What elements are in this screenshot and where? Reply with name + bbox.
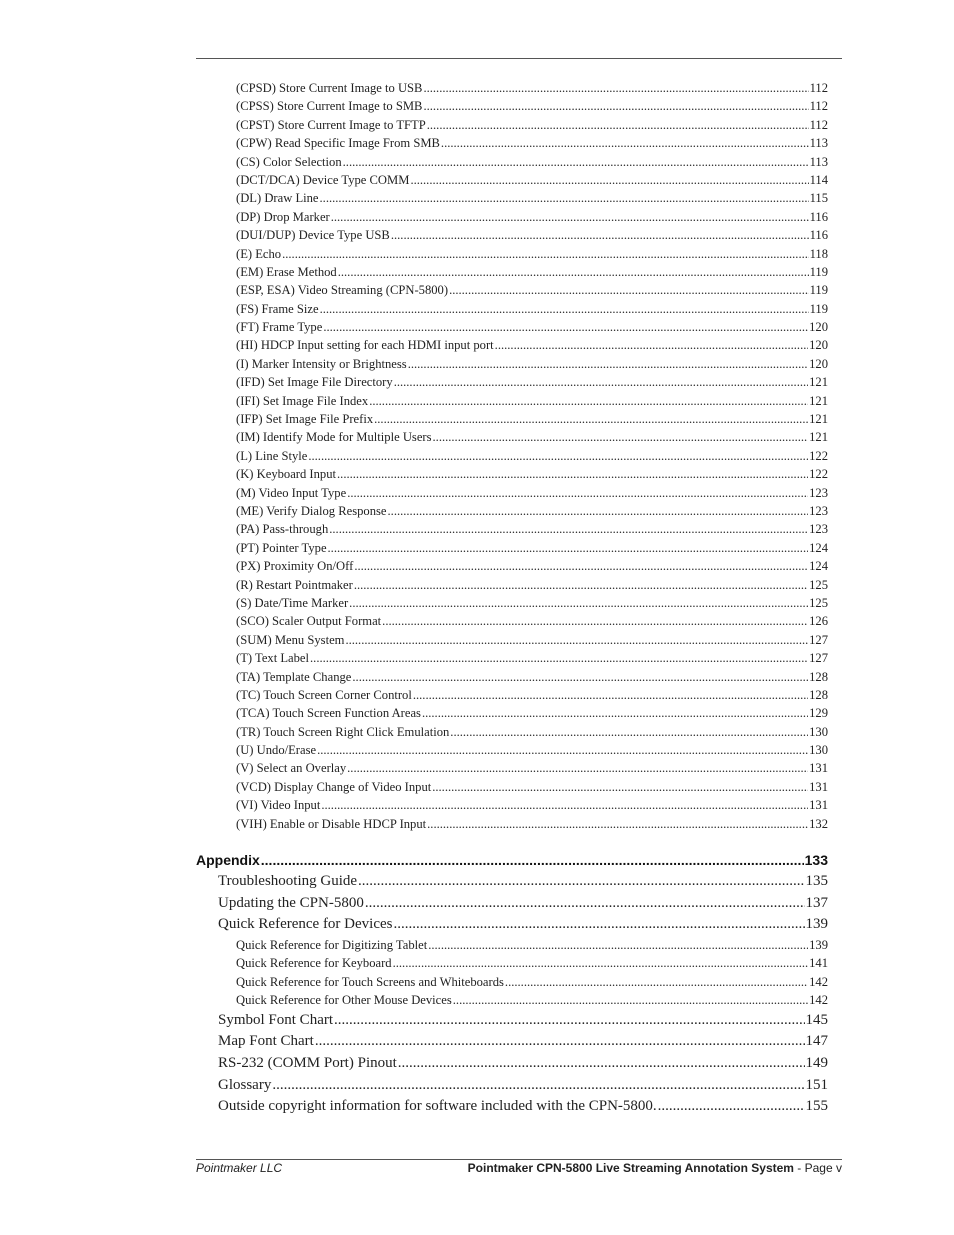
toc-entry-title: (CPSD) Store Current Image to USB — [236, 81, 423, 95]
toc-entry-title: (PA) Pass-through — [236, 522, 329, 537]
toc-page-number: 155 — [805, 1098, 828, 1115]
toc-entry-title: (FT) Frame Type — [236, 320, 323, 335]
toc-entry[interactable] — [196, 97, 828, 115]
toc-dot-leader — [408, 355, 808, 373]
toc-page-number: 125 — [809, 577, 828, 592]
toc-entry-title: Quick Reference for Touch Screens and Whiteboards — [236, 974, 504, 989]
toc-page-number: 129 — [809, 706, 828, 721]
toc-dot-leader — [320, 300, 809, 318]
footer-product: Pointmaker CPN-5800 Live Streaming Annotation System — [467, 1161, 794, 1175]
toc-entry[interactable] — [196, 410, 828, 428]
toc-entry-title: Appendix — [196, 852, 260, 869]
toc-dot-leader — [441, 134, 809, 152]
toc-page-number: 112 — [809, 117, 828, 132]
toc-page-number: 124 — [809, 559, 828, 574]
toc-entry[interactable] — [196, 914, 828, 936]
toc-page-number: 125 — [809, 595, 828, 610]
toc-page-number: 141 — [809, 956, 828, 971]
toc-page-number: 131 — [809, 761, 828, 776]
toc-entry[interactable] — [196, 171, 828, 189]
toc-entry-title: Troubleshooting Guide — [218, 873, 358, 890]
toc-page-number: 113 — [809, 136, 828, 151]
toc-entry[interactable] — [196, 245, 828, 263]
toc-entry-title: (CS) Color Selection — [236, 154, 342, 169]
toc-dot-leader — [328, 539, 809, 557]
toc-page-number: 121 — [809, 393, 828, 408]
toc-page-number: 130 — [809, 724, 828, 739]
toc-dot-leader — [423, 97, 808, 115]
toc-entry[interactable] — [196, 226, 828, 244]
toc-entry-title: (PX) Proximity On/Off — [236, 559, 354, 574]
toc-entry-title: (M) Video Input Type — [236, 485, 347, 500]
toc-page-number: 116 — [809, 209, 828, 224]
toc-page-number: 137 — [805, 894, 828, 911]
toc-page-number: 121 — [809, 430, 828, 445]
toc-page-number: 145 — [805, 1011, 828, 1028]
toc-dot-leader — [354, 557, 808, 575]
toc-entry-title: (TA) Template Change — [236, 669, 352, 684]
toc-page-number: 121 — [809, 412, 828, 427]
toc-entry[interactable] — [196, 465, 828, 483]
toc-entry-title: (DP) Drop Marker — [236, 209, 330, 224]
toc-entry[interactable] — [196, 1010, 828, 1032]
toc-entry-title: (SUM) Menu System — [236, 632, 345, 647]
toc-entry-title: (I) Marker Intensity or Brightness — [236, 356, 407, 371]
toc-page-number: 122 — [809, 448, 828, 463]
toc-page-number: 116 — [809, 228, 828, 243]
toc-dot-leader — [394, 914, 805, 936]
toc-section-heading[interactable] — [196, 849, 828, 871]
toc-entry-title: (FS) Frame Size — [236, 301, 319, 316]
toc-entry-title: (V) Select an Overlay — [236, 761, 347, 776]
toc-entry[interactable] — [196, 355, 828, 373]
toc-entry[interactable] — [196, 1031, 828, 1053]
toc-entry-title: (DCT/DCA) Device Type COMM — [236, 172, 410, 187]
toc-entry-title: (T) Text Label — [236, 651, 310, 666]
toc-page-number: 121 — [809, 375, 828, 390]
toc-page-number: 120 — [809, 356, 828, 371]
toc-entry[interactable] — [196, 741, 828, 759]
toc-entry[interactable] — [196, 704, 828, 722]
toc-entry-title: (DL) Draw Line — [236, 191, 319, 206]
toc-entry[interactable] — [196, 612, 828, 630]
toc-page-number: 133 — [804, 852, 828, 869]
toc-entry[interactable] — [196, 871, 828, 893]
toc-dot-leader — [329, 520, 808, 538]
toc-page-number: 127 — [809, 632, 828, 647]
toc-dot-leader — [413, 686, 808, 704]
toc-page-number: 132 — [809, 816, 828, 831]
toc-entry-title: (VCD) Display Change of Video Input — [236, 779, 432, 794]
toc-dot-leader — [310, 649, 808, 667]
toc-entry-title: Glossary — [218, 1076, 272, 1093]
toc-dot-leader — [433, 428, 809, 446]
toc-page-number: 126 — [809, 614, 828, 629]
toc-page-number: 135 — [805, 873, 828, 890]
toc-dot-leader — [393, 954, 809, 972]
toc-dot-leader — [423, 79, 808, 97]
toc-dot-leader — [320, 189, 809, 207]
toc-entry-title: (VI) Video Input — [236, 798, 321, 813]
toc-dot-leader — [343, 153, 809, 171]
toc-entry-title: Quick Reference for Digitizing Tablet — [236, 938, 428, 953]
toc-entry[interactable] — [196, 134, 828, 152]
toc-entry-title: Quick Reference for Devices — [218, 916, 393, 933]
footer-title — [468, 1160, 842, 1176]
toc-entry[interactable] — [196, 576, 828, 594]
toc-dot-leader — [427, 815, 808, 833]
toc-page-number: 131 — [809, 779, 828, 794]
toc-page-number: 142 — [809, 974, 828, 989]
toc-entry-title: Symbol Font Chart — [218, 1011, 334, 1028]
toc-entry[interactable] — [196, 723, 828, 741]
toc-entry[interactable] — [196, 79, 828, 97]
toc-entry[interactable] — [196, 778, 828, 796]
toc-page-number: 119 — [809, 283, 828, 298]
toc-dot-leader — [427, 116, 809, 134]
toc-dot-leader — [337, 465, 808, 483]
toc-page-number: 115 — [809, 191, 828, 206]
toc-page-number: 151 — [805, 1076, 828, 1093]
toc-dot-leader — [391, 226, 809, 244]
toc-entry[interactable] — [196, 373, 828, 391]
toc-page-number: 124 — [809, 540, 828, 555]
toc-dot-leader — [349, 594, 808, 612]
toc-entry[interactable] — [196, 539, 828, 557]
toc-dot-leader — [453, 991, 808, 1009]
toc-dot-leader — [331, 208, 809, 226]
toc-entry[interactable] — [196, 1075, 828, 1097]
toc-entry-title: (CPW) Read Specific Image From SMB — [236, 136, 440, 151]
toc-entry[interactable] — [196, 668, 828, 686]
footer-company: Pointmaker LLC — [196, 1161, 283, 1175]
toc-page-number: 128 — [809, 687, 828, 702]
toc-dot-leader — [345, 631, 808, 649]
toc-entry[interactable] — [196, 447, 828, 465]
toc-entry-title: RS-232 (COMM Port) Pinout — [218, 1055, 397, 1072]
toc-entry-title: (HI) HDCP Input setting for each HDMI input port — [236, 338, 494, 353]
toc-page-number: 149 — [805, 1055, 828, 1072]
toc-entry-title: (IFP) Set Image File Prefix — [236, 412, 374, 427]
toc-entry-title: (IFI) Set Image File Index — [236, 393, 369, 408]
toc-dot-leader — [308, 447, 808, 465]
toc-page-number: 114 — [809, 172, 828, 187]
toc-page-number: 123 — [809, 522, 828, 537]
toc-entry[interactable] — [196, 263, 828, 281]
toc-dot-leader — [449, 281, 809, 299]
toc-page-number: 127 — [809, 651, 828, 666]
toc-dot-leader — [505, 973, 808, 991]
toc-entry-title: Quick Reference for Other Mouse Devices — [236, 993, 452, 1008]
toc-dot-leader — [317, 741, 808, 759]
toc-entry-title: (K) Keyboard Input — [236, 467, 337, 482]
toc-entry-title: (CPST) Store Current Image to TFTP — [236, 117, 426, 132]
toc-dot-leader — [272, 1075, 804, 1097]
toc-entry-title: (EM) Erase Method — [236, 264, 337, 279]
toc-entry[interactable] — [196, 189, 828, 207]
toc-dot-leader — [347, 759, 808, 777]
toc-dot-leader — [382, 612, 808, 630]
toc-entry-title: (DUI/DUP) Device Type USB — [236, 228, 390, 243]
toc-entry-title: Outside copyright information for software included with the CPN-5800. — [218, 1098, 657, 1115]
toc-dot-leader — [422, 704, 808, 722]
toc-dot-leader — [374, 410, 808, 428]
header-rule — [196, 58, 842, 59]
toc-page-number: 113 — [809, 154, 828, 169]
toc-entry[interactable] — [196, 208, 828, 226]
toc-dot-leader — [450, 723, 808, 741]
toc-entry[interactable] — [196, 594, 828, 612]
toc-entry-title: (IFD) Set Image File Directory — [236, 375, 393, 390]
toc-page-number: 112 — [809, 81, 828, 95]
toc-entry-title: (TC) Touch Screen Corner Control — [236, 687, 412, 702]
toc-dot-leader — [282, 245, 808, 263]
footer-page-number: - Page v — [793, 1161, 842, 1175]
toc-entry[interactable] — [196, 116, 828, 134]
toc-page-number: 130 — [809, 743, 828, 758]
toc-entry[interactable] — [196, 428, 828, 446]
toc-dot-leader — [352, 668, 808, 686]
toc-dot-leader — [388, 502, 809, 520]
toc-dot-leader — [365, 893, 805, 915]
toc-entry-title: (ESP, ESA) Video Streaming (CPN-5800) — [236, 283, 449, 298]
toc-entry[interactable] — [196, 1096, 828, 1118]
toc-page-number: 112 — [809, 99, 828, 114]
toc-dot-leader — [369, 392, 808, 410]
toc-entry-title: (ME) Verify Dialog Response — [236, 503, 387, 518]
toc-dot-leader — [323, 318, 808, 336]
toc-entry[interactable] — [196, 796, 828, 814]
toc-dot-leader — [394, 373, 808, 391]
toc-entry[interactable] — [196, 686, 828, 704]
toc-entry[interactable] — [196, 484, 828, 502]
toc-page-number: 123 — [809, 503, 828, 518]
toc-page-number: 128 — [809, 669, 828, 684]
toc-entry-title: Map Font Chart — [218, 1033, 314, 1050]
toc-page-number: 139 — [809, 938, 828, 953]
toc-entry-title: (R) Restart Pointmaker — [236, 577, 353, 592]
toc-entry-title: (SCO) Scaler Output Format — [236, 614, 382, 629]
toc-entry[interactable] — [196, 392, 828, 410]
toc-dot-leader — [410, 171, 808, 189]
toc-page-number: 120 — [809, 320, 828, 335]
toc-dot-leader — [495, 336, 808, 354]
toc-entry[interactable] — [196, 502, 828, 520]
toc-entry[interactable] — [196, 954, 828, 972]
toc-entry-title: (TCA) Touch Screen Function Areas — [236, 706, 421, 721]
toc-page-number: 120 — [809, 338, 828, 353]
toc-dot-leader — [315, 1031, 805, 1053]
toc-page-number: 142 — [809, 993, 828, 1008]
toc-entry-title: (E) Echo — [236, 246, 282, 261]
toc-entry[interactable] — [196, 520, 828, 538]
toc-entry[interactable] — [196, 631, 828, 649]
toc-dot-leader — [398, 1053, 805, 1075]
toc-entry[interactable] — [196, 815, 828, 833]
toc-entry[interactable] — [196, 1053, 828, 1075]
toc-entry-title: Quick Reference for Keyboard — [236, 956, 392, 971]
toc-dot-leader — [338, 263, 809, 281]
toc-page-number: 131 — [809, 798, 828, 813]
toc-entry-title: (TR) Touch Screen Right Click Emulation — [236, 724, 450, 739]
toc-entry[interactable] — [196, 991, 828, 1009]
toc-dot-leader — [261, 849, 804, 871]
toc-page-number: 122 — [809, 467, 828, 482]
toc-entry-title: (U) Undo/Erase — [236, 743, 317, 758]
page-footer — [196, 1160, 842, 1176]
toc-dot-leader — [354, 576, 808, 594]
toc-entry[interactable] — [196, 336, 828, 354]
toc-entry[interactable] — [196, 893, 828, 915]
toc-entry-title: (CPSS) Store Current Image to SMB — [236, 99, 423, 114]
toc-dot-leader — [321, 796, 808, 814]
toc-entry-title: (PT) Pointer Type — [236, 540, 327, 555]
toc-page-number: 119 — [809, 301, 828, 316]
toc-entry[interactable] — [196, 936, 828, 954]
toc-dot-leader — [347, 484, 808, 502]
toc-dot-leader — [432, 778, 808, 796]
toc-entry[interactable] — [196, 973, 828, 991]
toc-entry[interactable] — [196, 281, 828, 299]
toc-page-number: 123 — [809, 485, 828, 500]
toc-page-number: 118 — [809, 246, 828, 261]
toc-entry[interactable] — [196, 557, 828, 575]
toc-dot-leader — [428, 936, 808, 954]
toc-entry-title: (IM) Identify Mode for Multiple Users — [236, 430, 432, 445]
toc-page-number: 147 — [805, 1033, 828, 1050]
toc-page-number: 119 — [809, 264, 828, 279]
toc-dot-leader — [658, 1096, 805, 1118]
toc-entry[interactable] — [196, 649, 828, 667]
toc-entry[interactable] — [196, 153, 828, 171]
toc-entry-title: Updating the CPN-5800 — [218, 894, 364, 911]
table-of-contents — [196, 79, 828, 1118]
toc-entry-title: (L) Line Style — [236, 448, 308, 463]
toc-entry[interactable] — [196, 318, 828, 336]
toc-entry-title: (S) Date/Time Marker — [236, 595, 349, 610]
toc-entry[interactable] — [196, 759, 828, 777]
toc-dot-leader — [334, 1010, 804, 1032]
toc-page-number: 139 — [805, 916, 828, 933]
toc-entry[interactable] — [196, 300, 828, 318]
toc-entry-title: (VIH) Enable or Disable HDCP Input — [236, 816, 427, 831]
toc-dot-leader — [358, 871, 804, 893]
